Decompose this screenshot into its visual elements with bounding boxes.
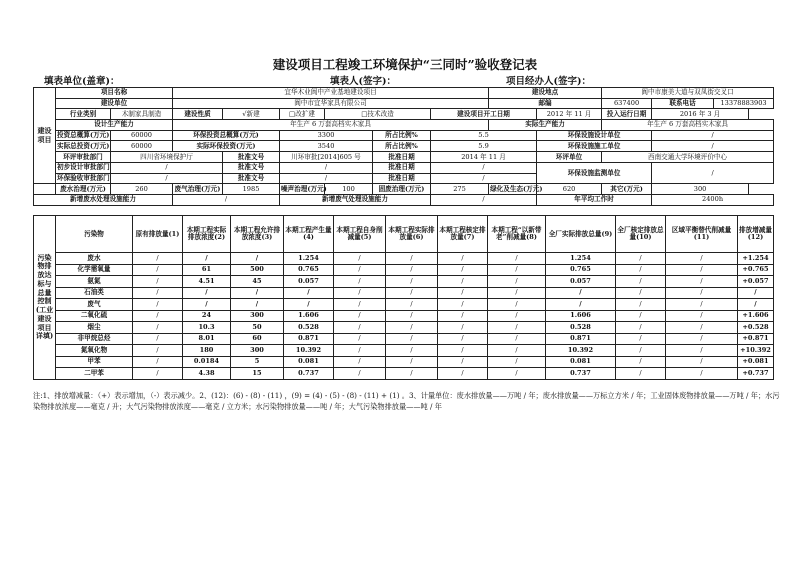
column-header: 全厂实际排放总量(9) [546,216,616,253]
pollutant-name: 氮氧化物 [56,345,133,357]
monitor-unit-label: 环保设施监测单位 [537,162,652,183]
table-cell: +0.081 [738,356,774,368]
table-cell: / [334,299,386,311]
table-cell: / [133,299,183,311]
filler-person-label: 填表人(签字)： [330,76,396,87]
nature-new-option: √新建 [223,109,280,120]
table-cell: / [488,299,546,311]
table-cell: 1.254 [284,253,334,265]
table-cell: 0.765 [284,264,334,276]
column-header: 本期工程实际排放浓度(2) [183,216,231,253]
new-gas-capacity: / [431,194,537,205]
table-cell: 50 [231,322,284,334]
column-header: 本期工程核定排放量(7) [438,216,488,253]
solid-cost-label: 固废治理(万元) [373,184,431,195]
table-cell: / [133,345,183,357]
table-cell: / [334,310,386,322]
pollutant-name: 氨氮 [56,276,133,288]
table-cell: / [386,276,438,288]
table-cell: 0.528 [284,322,334,334]
table-cell: / [334,356,386,368]
construction-unit: 阆中市宜华家具有限公司 [173,98,489,109]
table-cell: / [616,287,666,299]
table-cell: / [666,264,738,276]
table-cell: / [666,253,738,265]
table-cell: / [438,310,488,322]
invest-actual-label: 实际总投资(万元) [57,141,110,150]
ratio-budget: 5.5 [431,130,537,141]
phone: 13378883903 [714,98,774,109]
table-cell: / [334,276,386,288]
eia-date: 2014 年 11 月 [431,152,537,163]
table-cell: / [133,368,183,380]
table-cell: +0.057 [738,276,774,288]
table-row [34,368,774,380]
build-unit-label: 环保设施施工单位 [537,141,652,152]
table-cell: 0.0184 [183,356,231,368]
prelim-no: / [280,162,373,173]
accept-no-label: 批准文号 [223,173,280,184]
table-cell: / [616,345,666,357]
start-date-label: 建设项目开工日期 [431,109,537,120]
table-cell: 300 [231,345,284,357]
design-unit: / [652,130,774,141]
table-cell: +0.765 [738,264,774,276]
filler-unit-label: 填表单位(盖章)： [44,76,120,87]
project-location: 阆中市康美大道与双凤街交叉口 [602,88,774,99]
table-cell: 180 [183,345,231,357]
table-cell: / [616,322,666,334]
operation-date-label: 投入运行日期 [602,109,652,120]
nature-label: 建设性质 [173,109,223,120]
noise-cost-label: 噪声治理(万元) [281,184,327,193]
invest-budget: 60000 [111,130,173,141]
column-header: 原有排放量(1) [133,216,183,253]
table-cell: / [386,368,438,380]
table-cell: 0.765 [546,264,616,276]
table-cell: 61 [183,264,231,276]
table-cell: / [438,322,488,334]
prelim-date-label: 批准日期 [373,162,431,173]
table-cell: / [666,356,738,368]
table-cell: / [616,368,666,380]
industry: 木制家具制造 [111,109,173,120]
page-title: 建设项目工程竣工环境保护“三同时”验收登记表 [272,57,538,72]
column-header: 污染物 [56,216,133,253]
table-cell: / [488,276,546,288]
table-cell: / [666,322,738,334]
column-header: 本期工程自身削减量(5) [334,216,386,253]
table-cell: / [183,299,231,311]
table-cell: +0.528 [738,322,774,334]
accept-date: / [431,173,537,184]
pollutant-name: 石油类 [56,287,133,299]
table-cell: / [334,333,386,345]
env-actual: 3540 [280,141,373,152]
table-cell: 0.057 [546,276,616,288]
table-cell: / [738,287,774,299]
eia-doc-no: 川环审批[2014]605 号 [280,152,373,163]
table-cell: / [334,253,386,265]
table-cell: / [183,253,231,265]
table-cell: / [231,253,284,265]
table-cell: / [546,287,616,299]
project-side-label: 建设项目 [34,88,56,184]
table-cell: / [488,333,546,345]
table-cell: / [616,264,666,276]
ratio-actual: 5.9 [431,141,537,152]
table-cell: +0.871 [738,333,774,345]
accept-dept: / [111,173,223,184]
table-cell: / [488,264,546,276]
table-cell: / [488,310,546,322]
table-cell: 15 [231,368,284,380]
table-cell: / [438,299,488,311]
eia-unit: 西南交通大学环境评价中心 [602,152,774,163]
table-cell: +0.737 [738,368,774,380]
table-cell: 0.871 [546,333,616,345]
table-cell: / [334,287,386,299]
prelim-date: / [431,162,537,173]
table-cell: 0.081 [284,356,334,368]
table-cell: 45 [231,276,284,288]
table-cell: / [438,356,488,368]
noise-cost: 100 [325,184,373,195]
other-cost-label: 其它(万元) [602,184,652,195]
table-cell: / [438,287,488,299]
table-cell: / [488,356,546,368]
wastewater-cost-label: 废水治理(万元) [56,184,111,195]
table-row [34,276,774,288]
pollutant-name: 二氧化硫 [56,310,133,322]
gas-cost-label: 废气治理(万元) [173,184,223,195]
eia-approval-label: 环评审批部门 [56,152,111,163]
table-cell: / [231,299,284,311]
start-date: 2012 年 11 月 [537,109,602,120]
column-header: 本期工程产生量(4) [284,216,334,253]
table-row [34,264,774,276]
table-cell: / [738,299,774,311]
table-cell: 0.081 [546,356,616,368]
pollution-table [33,215,774,380]
table-cell: / [488,368,546,380]
work-hours-label: 年平均工作时 [537,194,652,205]
table-row [34,333,774,345]
table-cell: / [133,253,183,265]
postcode-label: 邮编 [489,98,602,109]
table-cell: 300 [231,310,284,322]
new-ww-capacity-label: 新增废水处理设施能力 [34,194,173,205]
postcode: 637400 [602,98,652,109]
table-cell: / [133,333,183,345]
prelim-no-label: 批准文号 [223,162,280,173]
table-cell: 5 [231,356,284,368]
name-label: 项目名称 [56,88,173,99]
new-gas-capacity-label: 新增废气处理设施能力 [280,194,431,205]
column-header: 本期工程“以新带老”削减量(8) [488,216,546,253]
table-cell: 0.737 [284,368,334,380]
table-cell: / [488,287,546,299]
nature-expand-option: □改扩建 [280,109,325,120]
pollutant-name: 废气 [56,299,133,311]
footnote: 注:1、排放增减量：（+）表示增加，（-）表示减少。2、(12)：(6) - (8) - (11) ，(9) = (4) - (5) - (8) - (11) + (1) 。3、计量单位：废水排放量——万吨 / 年；废水排放量——万标立方米 / 年；工业固体废物排放量——万吨 / 年；水污染物排放浓度——毫克 / 升；大气污染物排放浓度——毫克 / 立方米；水污染物排放量——吨 / 年；大气污染物排放量——吨 / 年 [33,391,780,412]
table-cell: +1.606 [738,310,774,322]
table-cell: / [666,333,738,345]
table-cell: 4.51 [183,276,231,288]
nature-tech-option: □技术改造 [325,109,431,120]
unit-label: 建设单位 [56,98,173,109]
table-cell: 0.057 [284,276,334,288]
eia-date-label: 批准日期 [373,152,431,163]
accept-date-label: 批准日期 [373,173,431,184]
table-cell: / [616,333,666,345]
table-cell: / [438,276,488,288]
table-cell: 4.38 [183,368,231,380]
table-cell: / [386,356,438,368]
table-cell: / [666,276,738,288]
table-row [34,299,774,311]
table-cell: / [284,287,334,299]
solid-cost: 275 [431,184,489,195]
project-name: 宜华木业阆中产业基地建设项目 [173,88,489,99]
work-hours: 2400h [652,194,774,205]
table-cell: / [386,333,438,345]
table-cell: / [133,356,183,368]
table-cell: / [284,299,334,311]
eia-approval-dept: 四川省环境保护厅 [111,152,223,163]
table-cell: / [386,322,438,334]
table-cell: / [666,368,738,380]
table-cell: / [386,299,438,311]
table-cell: 24 [183,310,231,322]
env-budget: 3300 [280,130,373,141]
table-cell: / [616,299,666,311]
table-cell: / [616,356,666,368]
table-cell: 10.392 [284,345,334,357]
ratio-label: 所占比例% [373,130,431,141]
table-cell: / [386,264,438,276]
table-cell: / [334,345,386,357]
actual-capacity-label: 实际生产能力 [489,120,602,131]
table-row [34,253,774,265]
env-actual-label: 实际环保投资(万元) [173,141,280,152]
table-cell: 8.01 [183,333,231,345]
ratio-label-2: 所占比例% [373,141,431,152]
design-capacity-label: 设计生产能力 [56,120,173,131]
table-cell: / [616,276,666,288]
table-cell: / [133,322,183,334]
table-cell: / [183,287,231,299]
accept-no: / [280,173,373,184]
table-cell: 0.737 [546,368,616,380]
table-cell: 0.528 [546,322,616,334]
column-header: 排放增减量(12) [738,216,774,253]
table-cell: / [133,310,183,322]
column-header: 本期工程实际排放量(6) [386,216,438,253]
table-cell: / [438,253,488,265]
invest-actual: 60000 [111,141,173,152]
column-header: 全厂核定排放总量(10) [616,216,666,253]
table-cell: 60 [231,333,284,345]
table-cell: / [386,345,438,357]
table-row [34,287,774,299]
table-cell: +1.254 [738,253,774,265]
table-cell: / [334,264,386,276]
table-cell: / [488,345,546,357]
table-cell: 1.606 [284,310,334,322]
table-cell: 1.606 [546,310,616,322]
table-cell: / [666,287,738,299]
design-capacity: 年生产 6 万套高档实木家具 [173,120,489,131]
pollutant-name: 化学需氧量 [56,264,133,276]
wastewater-cost: 260 [111,184,173,195]
table-cell: 10.392 [546,345,616,357]
table-cell: / [666,345,738,357]
column-header: 区域平衡替代削减量(11) [666,216,738,253]
operation-date: 2016 年 3 月 [652,109,749,120]
table-cell: / [133,287,183,299]
location-label: 建设地点 [489,88,602,99]
invest-budget-label: 投资总概算(万元) [57,131,110,140]
pollutant-name: 二甲苯 [56,368,133,380]
table-row [34,345,774,357]
build-unit: / [652,141,774,152]
pollutant-name: 废水 [56,253,133,265]
green-cost-label: 绿化及生态(万元) [490,184,543,193]
industry-label: 行业类别 [56,109,111,120]
phone-label: 联系电话 [652,98,714,109]
table-cell: / [438,333,488,345]
prelim-dept: / [111,162,223,173]
column-header: 本期工程允许排放浓度(3) [231,216,284,253]
prelim-label: 初步设计审批部门 [57,163,110,172]
doc-no-label: 批准文号 [223,152,280,163]
table-cell: 0.871 [284,333,334,345]
pollutant-name: 非甲烷总烃 [56,333,133,345]
other-cost: 300 [652,184,749,195]
table-cell: / [386,310,438,322]
gas-cost: 1985 [223,184,280,195]
eia-unit-label: 环评单位 [537,152,602,163]
table-cell: / [488,322,546,334]
table-cell: 1.254 [546,253,616,265]
table-cell: / [334,322,386,334]
table-cell: / [386,287,438,299]
table-cell: / [386,253,438,265]
table-cell: / [616,253,666,265]
table-cell: 10.3 [183,322,231,334]
monitor-unit: / [652,162,774,183]
table-cell: / [334,368,386,380]
table-cell: / [133,276,183,288]
table-row [34,356,774,368]
table-cell: / [438,264,488,276]
table-cell: / [438,368,488,380]
table-row [34,322,774,334]
design-unit-label: 环保设施设计单位 [537,130,652,141]
table-cell: / [616,310,666,322]
new-ww-capacity: / [173,194,280,205]
table-cell: / [133,264,183,276]
project-info-table [33,87,774,206]
table-cell: +10.392 [738,345,774,357]
table-cell: / [666,310,738,322]
green-cost: 620 [537,184,602,195]
actual-capacity: 年生产 6 万套高档实木家具 [602,120,774,131]
table-cell: / [231,287,284,299]
env-budget-label: 环保投资总概算(万元) [173,130,280,141]
table-cell: / [438,345,488,357]
pollutant-name: 甲苯 [56,356,133,368]
table-row [34,310,774,322]
pollution-side-label: 污染物排放达标与总量控制(工业建设项目详填) [34,216,56,380]
table-cell: 500 [231,264,284,276]
table-cell: / [488,253,546,265]
table-cell: / [666,299,738,311]
filler-manager-label: 项目经办人(签字)： [506,76,591,87]
accept-label: 环保验收审批部门 [57,173,110,182]
table-cell: / [546,299,616,311]
pollutant-name: 烟尘 [56,322,133,334]
